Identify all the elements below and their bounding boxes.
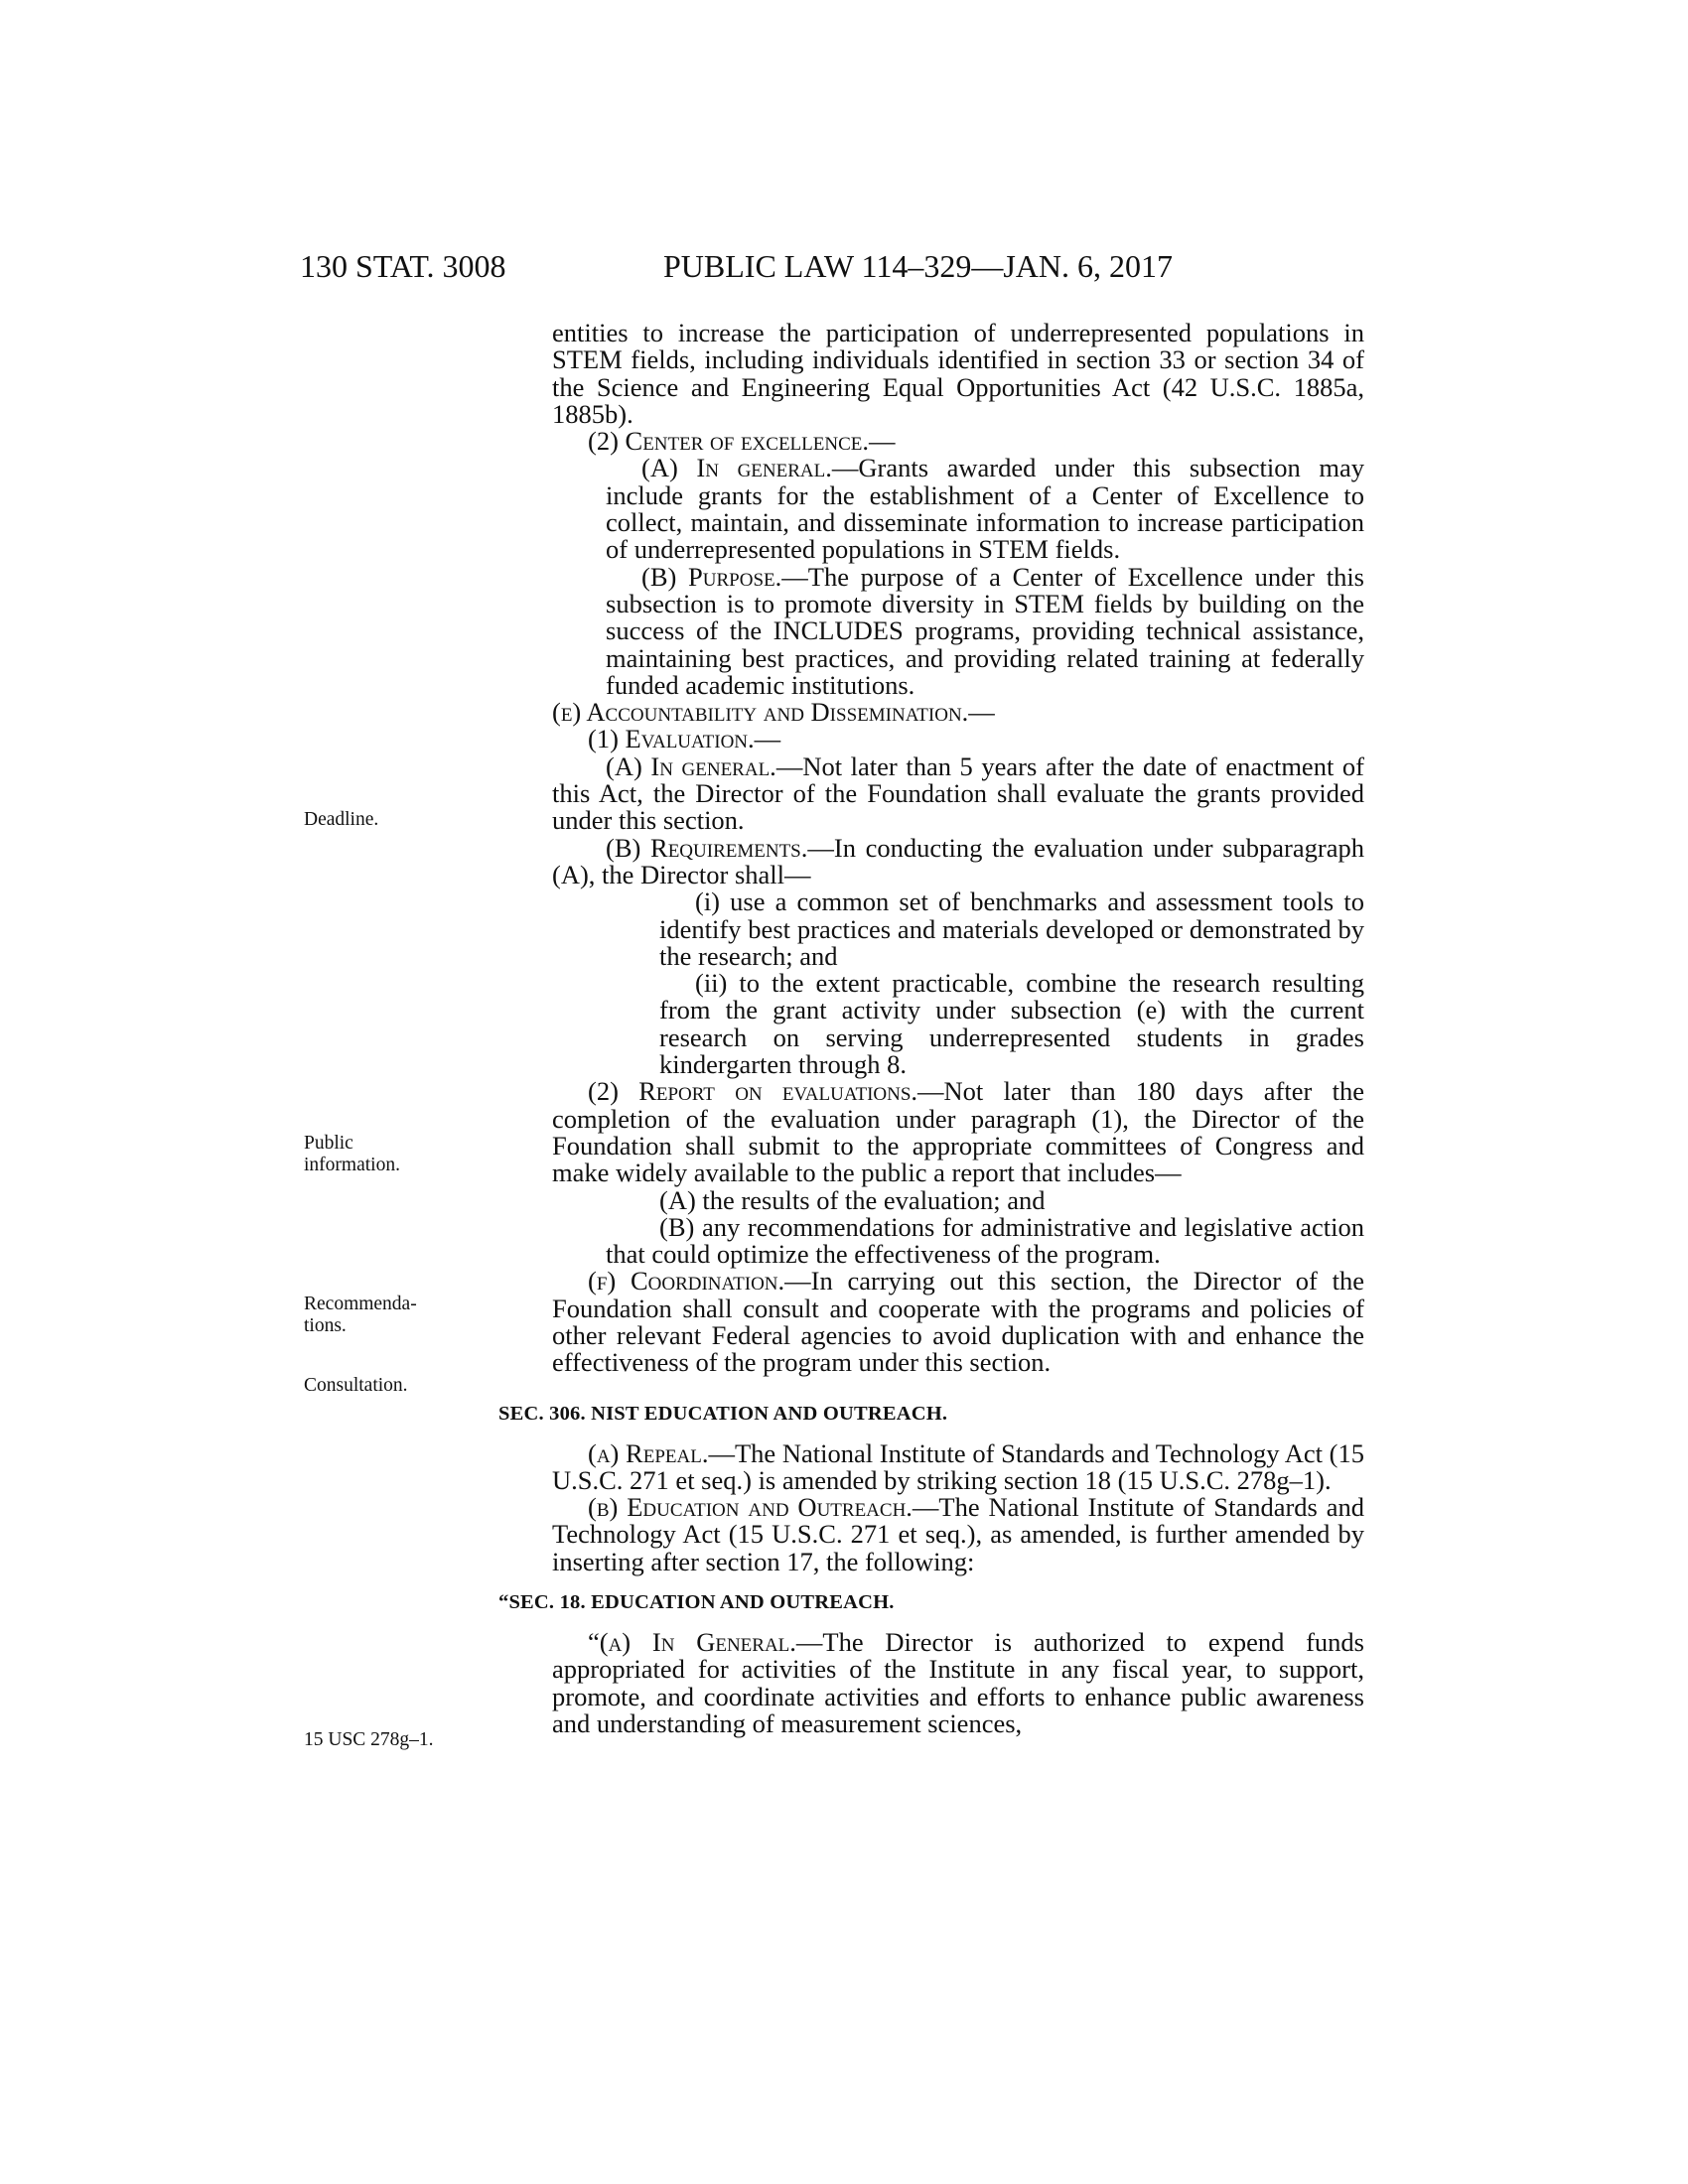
margin-note-public-information-line1: Public bbox=[304, 1133, 353, 1154]
paragraph-e2-report bbox=[552, 1078, 1364, 1186]
text-306a: —The National Institute of Standards and Technology Act (15 U.S.C. 271 et seq.) is amended by striking section 18 (15 U.S.C. 278g–1). bbox=[552, 1437, 1364, 1495]
text-2b: —The purpose of a Center of Excellence under this subsection is to promote diversity in STEM fields by building on the success of the INCLUDES programs, providing technical assistance, maintaining best practices, and providing related training at federally funded academic institutions. bbox=[606, 561, 1364, 700]
paragraph-e1a-in-general bbox=[552, 753, 1364, 835]
margin-note-deadline: Deadline. bbox=[304, 809, 379, 830]
running-header-title: PUBLIC LAW 114–329—JAN. 6, 2017 bbox=[663, 248, 1173, 284]
label-purpose: (B) Purpose. bbox=[641, 561, 782, 592]
section-18-heading: “SEC. 18. EDUCATION AND OUTREACH. bbox=[498, 1591, 895, 1614]
text-2a: —Grants awarded under this subsection may include grants for the establishment of a Center of Excellence to collect, maintain, and disseminate information to increase participation of underrepresented populations in STEM fields. bbox=[606, 453, 1364, 565]
heading-accountability-dissemination: (e) Accountability and Dissemination.— bbox=[552, 697, 995, 728]
margin-note-public-information-line2: information. bbox=[304, 1155, 400, 1175]
margin-note-usc-citation: 15 USC 278g–1. bbox=[304, 1729, 434, 1750]
label-18a: “(a) In General. bbox=[588, 1627, 796, 1658]
text-e1b: —In conducting the evaluation under subparagraph (A), the Director shall— bbox=[552, 832, 1364, 889]
margin-note-recommendations-line1: Recommenda- bbox=[304, 1294, 417, 1314]
label-306a: (a) Repeal. bbox=[588, 1437, 709, 1468]
item-e2a: (A) the results of the evaluation; and bbox=[659, 1184, 1046, 1215]
clause-i: (i) use a common set of benchmarks and assessment tools to identify best practices and materials developed or demonstrated by the research; and bbox=[659, 887, 1364, 971]
paragraph-18a-in-general bbox=[552, 1629, 1364, 1737]
text-f: —In carrying out this section, the Director of the Foundation shall consult and cooperate with the programs and policies of other relevant Federal agencies to avoid duplication with and enhance the effectiveness of the program under this section. bbox=[552, 1266, 1364, 1378]
text-18a: —The Director is authorized to expend funds appropriated for activities of the Institute in any fiscal year, to support, promote, and coordinate activities and efforts to enhance public awareness and understanding of measurement sciences, bbox=[552, 1627, 1364, 1738]
heading-center-of-excellence: (2) Center of excellence.— bbox=[588, 426, 896, 457]
paragraph-f-coordination bbox=[552, 1268, 1364, 1376]
paragraph-2b-purpose bbox=[552, 561, 1364, 700]
paragraph-e1b-requirements bbox=[552, 832, 1364, 889]
label-in-general: (A) In general. bbox=[641, 453, 832, 483]
label-f: (f) Coordination. bbox=[588, 1266, 785, 1297]
label-e1a: (A) In general. bbox=[606, 751, 776, 781]
paragraph-306b-education-outreach bbox=[552, 1494, 1364, 1575]
heading-evaluation: (1) Evaluation.— bbox=[588, 724, 781, 754]
margin-note-recommendations-line2: tions. bbox=[304, 1315, 347, 1336]
paragraph-306a-repeal bbox=[552, 1437, 1364, 1495]
document-body bbox=[498, 318, 1364, 1738]
text-e2: —Not later than 180 days after the completion of the evaluation under paragraph (1), the Director of the Foundation shall submit to the appropriate committees of Congress and make widely available to the public a report that includes— bbox=[552, 1076, 1364, 1188]
label-e1b: (B) Requirements. bbox=[606, 832, 808, 863]
clause-ii: (ii) to the extent practicable, combine the research resulting from the grant activity under subsection (e) with the current research on serving underrepresented students in grades kindergarten through 8. bbox=[659, 968, 1364, 1080]
label-306b: (b) Education and Outreach. bbox=[588, 1492, 913, 1523]
section-306-heading: SEC. 306. NIST EDUCATION AND OUTREACH. bbox=[498, 1402, 948, 1425]
page-stat-citation: 130 STAT. 3008 bbox=[300, 248, 506, 284]
label-e2: (2) Report on evaluations. bbox=[588, 1076, 918, 1107]
text-e1a: —Not later than 5 years after the date of enactment of this Act, the Director of the Foundation shall evaluate the grants provided under this section. bbox=[552, 751, 1364, 836]
margin-note-consultation: Consultation. bbox=[304, 1375, 408, 1396]
text-306b: —The National Institute of Standards and Technology Act (15 U.S.C. 271 et seq.), as amended, is further amended by inserting after section 17, the following: bbox=[552, 1492, 1364, 1576]
item-e2b: (B) any recommendations for administrative and legislative action that could optimize the effectiveness of the program. bbox=[606, 1211, 1364, 1270]
paragraph-2a-in-general bbox=[552, 455, 1364, 563]
paragraph-entities: entities to increase the participation of underrepresented populations in STEM fields, including individuals identified in section 33 or section 34 of the Science and Engineering Equal Opportunities Act (42 U.S.C. 1885a, 1885b). bbox=[552, 318, 1364, 429]
